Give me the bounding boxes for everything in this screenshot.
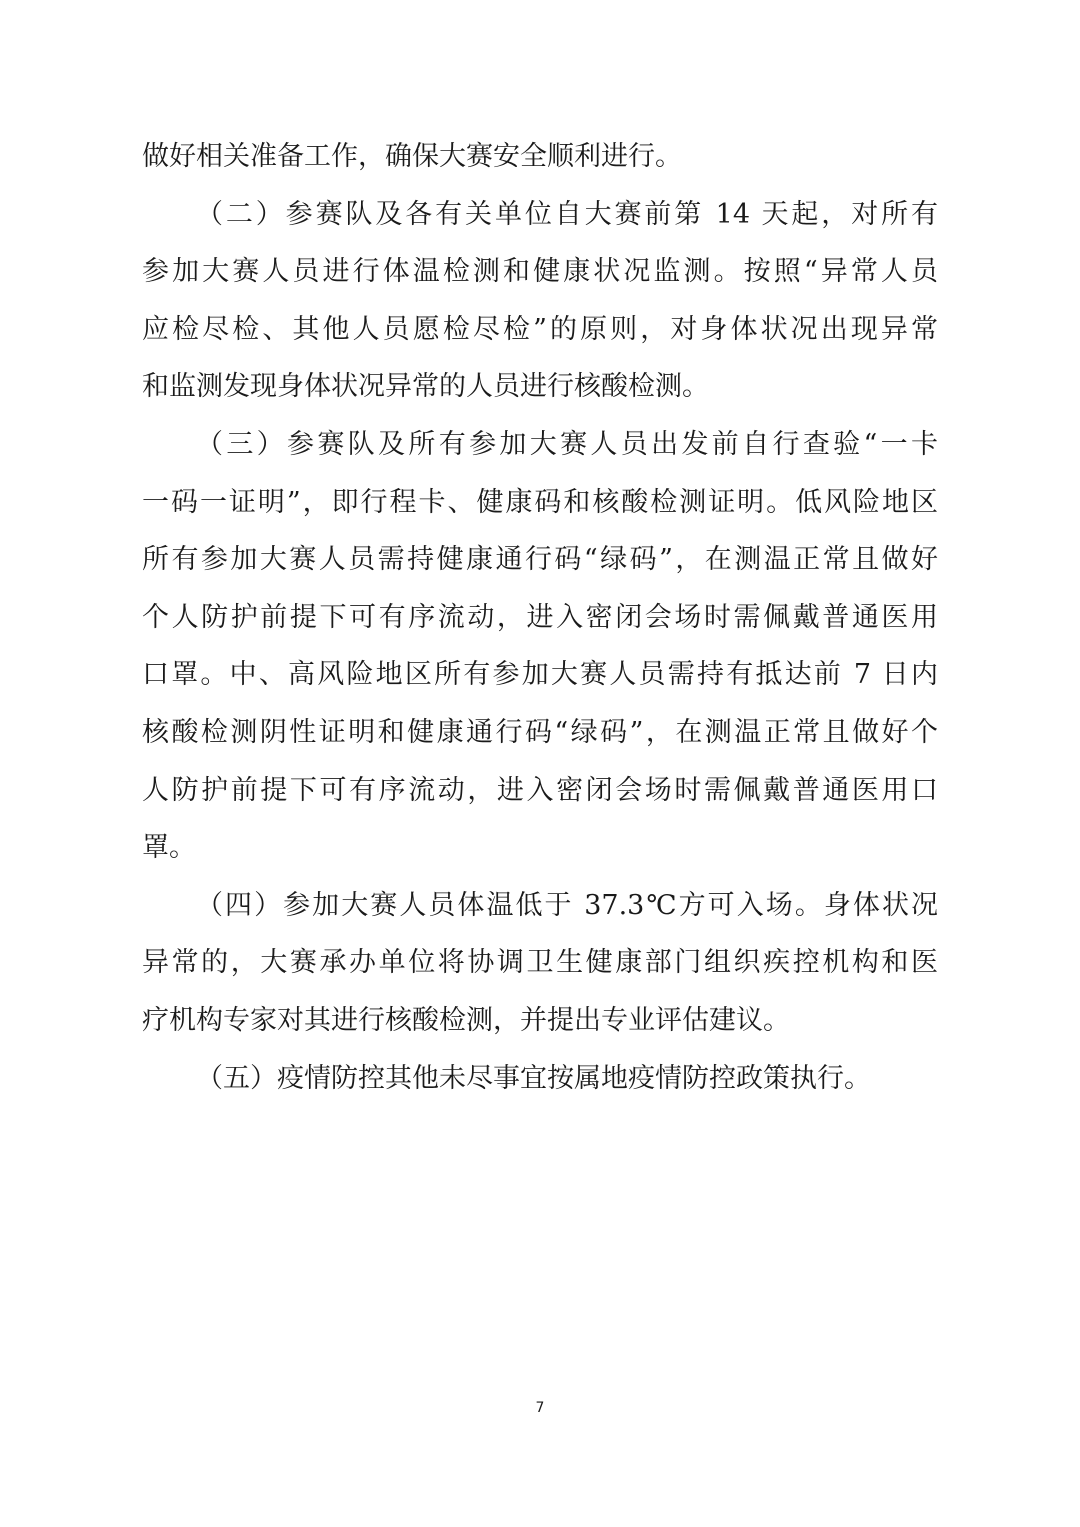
paragraph-item-3 <box>142 416 938 877</box>
text-line: 所有参加大赛人员需持健康通行码“绿码”，在测温正常且做好 <box>142 544 938 576</box>
paragraph-continuation <box>142 128 938 186</box>
text-line: （二）参赛队及各有关单位自大赛前第 14 天起，对所有 <box>196 198 938 230</box>
text-line: 做好相关准备工作，确保大赛安全顺利进行。 <box>142 141 682 172</box>
text-line: 和监测发现身体状况异常的人员进行核酸检测。 <box>142 371 709 403</box>
text-line: 人防护前提下可有序流动，进入密闭会场时需佩戴普通医用口 <box>142 774 938 806</box>
text-line: （四）参加大赛人员体温低于 37.3℃方可入场。身体状况 <box>196 889 938 921</box>
paragraph-item-2 <box>142 186 938 416</box>
text-line: 口罩。中、高风险地区所有参加大赛人员需持有抵达前 7 日内 <box>142 659 938 691</box>
text-line: 异常的，大赛承办单位将协调卫生健康部门组织疾控机构和医 <box>142 947 938 979</box>
page-number: 7 <box>535 1400 545 1416</box>
text-line: （五）疫情防控其他未尽事宜按属地疫情防控政策执行。 <box>196 1062 871 1094</box>
paragraph-item-4 <box>142 877 938 1050</box>
text-line: 个人防护前提下可有序流动，进入密闭会场时需佩戴普通医用 <box>142 601 938 633</box>
text-line: 参加大赛人员进行体温检测和健康状况监测。按照“异常人员 <box>142 256 938 288</box>
paragraph-item-5 <box>142 1050 938 1108</box>
text-line: 一码一证明”，即行程卡、健康码和核酸检测证明。低风险地区 <box>142 486 938 518</box>
text-line: （三）参赛队及所有参加大赛人员出发前自行查验“一卡 <box>196 428 938 460</box>
document-body <box>142 128 938 1107</box>
text-line: 核酸检测阴性证明和健康通行码“绿码”，在测温正常且做好个 <box>142 716 938 748</box>
text-line: 罩。 <box>142 832 196 864</box>
text-line: 应检尽检、其他人员愿检尽检”的原则，对身体状况出现异常 <box>142 313 938 345</box>
text-line: 疗机构专家对其进行核酸检测，并提出专业评估建议。 <box>142 1004 790 1036</box>
